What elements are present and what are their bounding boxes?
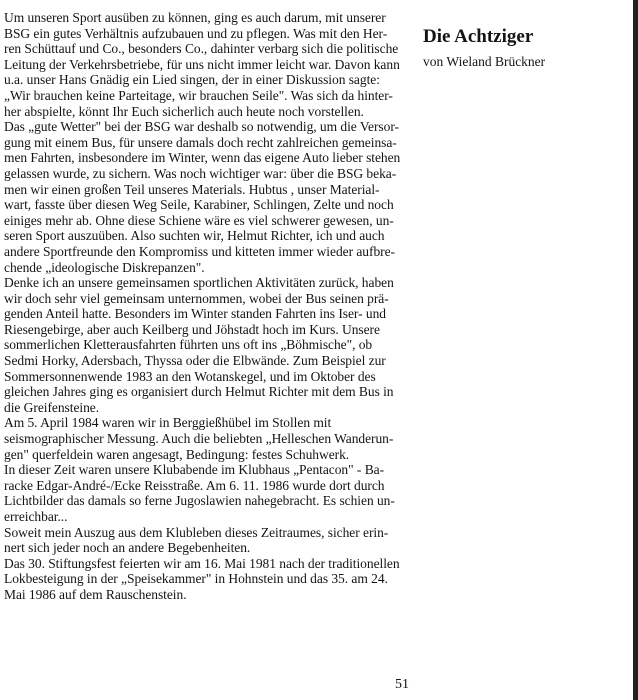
body-text-line: Sedmi Horky, Adersbach, Thyssa oder die Elbwände. Zum Beispiel zur bbox=[4, 353, 386, 369]
body-text-line: Das „gute Wetter" bei der BSG war deshalb so notwendig, um die Versor- bbox=[4, 119, 399, 135]
body-text-line: her abspielte, könnt Ihr Euch sicherlich auch heute noch vorstellen. bbox=[4, 103, 364, 119]
body-text-line: Um unseren Sport ausüben zu können, ging es auch darum, mit unserer bbox=[4, 10, 386, 25]
body-text-line: gelassen wurde, zu sichern. Was noch wichtiger war: über die BSG beka- bbox=[4, 165, 397, 181]
body-text-line: chende „ideologische Diskrepanzen". bbox=[4, 259, 205, 275]
article-body bbox=[4, 10, 406, 603]
body-text-line: sommerlichen Kletterausfahrten führten uns oft ins „Böhmische", ob bbox=[4, 337, 373, 353]
body-text-line: erreichbar... bbox=[4, 509, 68, 524]
body-text-line: Das 30. Stiftungsfest feierten wir am 16. Mai 1981 nach der traditionellen bbox=[4, 555, 400, 571]
body-text-line: seismographischer Messung. Auch die beliebten „Helleschen Wanderun- bbox=[4, 431, 394, 447]
body-text-line: nert sich jeder noch an andere Begebenheiten. bbox=[4, 540, 251, 556]
body-text-line: einiges mehr ab. Ohne diese Schiene wäre es viel schwerer gewesen, un- bbox=[4, 212, 394, 228]
body-text-line: Sommersonnenwende 1983 an den Wotanskegel, und im Oktober des bbox=[4, 368, 376, 384]
page-edge-shadow bbox=[633, 0, 638, 700]
body-text-line: andere Sportfreunde den Kompromiss und kitteten immer wieder aufbre- bbox=[4, 243, 395, 259]
body-text-line: Lokbesteigung in der „Speisekammer" in Hohnstein und das 35. am 24. bbox=[4, 571, 388, 587]
body-text-line: In dieser Zeit waren unsere Klubabende im Klubhaus „Pentacon" - Ba- bbox=[4, 462, 385, 478]
body-text-line: Soweit mein Auszug aus dem Klubleben dieses Zeitraumes, sicher erin- bbox=[4, 524, 389, 540]
body-text-line: wart, fasste über diesen Weg Seile, Karabiner, Schlingen, Zelte und noch bbox=[4, 197, 394, 213]
body-text-line: Lichtbilder das damals so ferne Jugoslawien nahegebracht. Es schien un- bbox=[4, 493, 395, 509]
body-text-line: men wir einen großen Teil unseres Materials. Hubtus , unser Material- bbox=[4, 181, 380, 197]
body-text-line: Denke ich an unsere gemeinsamen sportlichen Aktivitäten zurück, haben bbox=[4, 275, 394, 291]
body-text-line: gen" querfeldein waren angesagt, Bedingung: festes Schuhwerk. bbox=[4, 446, 350, 462]
body-text-line: gung mit einem Bus, für unsere damals doch recht zahlreichen gemeinsa- bbox=[4, 134, 397, 150]
body-text-line: ren Schüttauf und Co., besonders Co., dahinter verbarg sich die politische bbox=[4, 41, 399, 57]
body-text-line: Riesengebirge, aber auch Keilberg und Jöhstadt hoch im Kurs. Unsere bbox=[4, 321, 380, 337]
body-text-line: „Wir brauchen keine Parteitage, wir brauchen Seile". Was sich da hinter- bbox=[4, 87, 393, 103]
article-author: von Wieland Brückner bbox=[423, 54, 546, 69]
body-text-line: wir doch sehr viel gemeinsam unternommen, wobei der Bus seinen prä- bbox=[4, 290, 389, 306]
body-text-line: Am 5. April 1984 waren wir in Berggießhübel im Stollen mit bbox=[4, 415, 332, 431]
page-number: 51 bbox=[395, 677, 409, 692]
body-text-line: u.a. unser Hans Gnädig ein Lied singen, der in einer Diskussion sagte: bbox=[4, 72, 380, 88]
body-text-line: die Greifensteine. bbox=[4, 399, 100, 415]
body-text-line: Leitung der Verkehrsbetriebe, für uns nicht immer leicht war. Davon kann bbox=[4, 56, 400, 72]
body-text-line: seren Sport auszuüben. Also suchten wir, Helmut Richter, ich und auch bbox=[4, 228, 385, 244]
body-text-line: BSG ein gutes Verhältnis aufzubauen und zu pflegen. Was mit den Her- bbox=[4, 25, 388, 41]
article-title: Die Achtziger bbox=[423, 26, 534, 47]
body-text-line: Mai 1986 auf dem Rauschenstein. bbox=[4, 586, 187, 602]
body-text-line: gleichen Jahres ging es organisiert durch Helmut Richter mit dem Bus in bbox=[4, 384, 394, 400]
body-text-line: genden Anteil hatte. Besonders im Winter standen Fahrten ins Iser- und bbox=[4, 306, 386, 322]
body-text-line: men Fahrten, insbesondere im Winter, wenn das eigene Auto lieber stehen bbox=[4, 150, 401, 166]
body-text-line: racke Edgar-André-/Ecke Reisstraße. Am 6. 11. 1986 wurde dort durch bbox=[4, 477, 385, 493]
